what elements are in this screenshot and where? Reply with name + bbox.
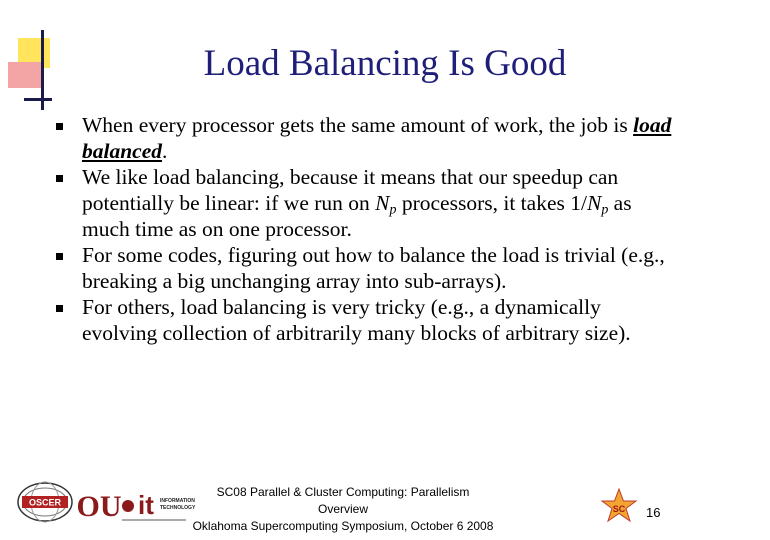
bullet-text xyxy=(82,295,631,345)
bullet-item xyxy=(60,294,680,346)
bullet-text-run: p xyxy=(389,202,397,218)
ou-logo-text: OU xyxy=(76,490,122,523)
bullet-text-run: . xyxy=(162,139,168,163)
sc08-logo-text: SC xyxy=(612,504,626,514)
it-logo-icon xyxy=(120,484,196,526)
sc08-logo-icon xyxy=(597,487,641,525)
bullet-marker xyxy=(56,305,63,312)
footer-line-1: SC08 Parallel & Cluster Computing: Parallelism Overview xyxy=(216,485,470,516)
bullet-text-run: processors, it takes 1/ xyxy=(396,191,587,215)
oscer-logo-icon xyxy=(16,480,74,524)
bullet-text-run: p xyxy=(601,202,609,218)
bullet-text-run: N xyxy=(586,191,602,215)
bullet-item xyxy=(60,164,680,242)
bullet-list xyxy=(60,112,680,346)
bullet-text xyxy=(82,243,665,293)
it-logo-subtitle-2: TECHNOLOGY xyxy=(160,505,196,511)
footer-text xyxy=(190,484,496,535)
bullet-item xyxy=(60,242,680,294)
bullet-marker xyxy=(56,123,63,130)
bullet-text-run: For others, load balancing is very tricky (e.g., a dynamically evolving collection of arbitrarily many blocks of arbitrary size). xyxy=(82,295,631,345)
bullet-text-run: N xyxy=(375,191,390,215)
bullet-text-run: load balanced xyxy=(82,113,672,163)
bullet-text-run: For some codes, figuring out how to balance the load is trivial (e.g., breaking a big unchanging array into sub-arrays). xyxy=(82,243,665,293)
bullet-item xyxy=(60,112,680,164)
slide-title: Load Balancing Is Good xyxy=(203,43,567,84)
bullet-text-run: as much time as on one processor. xyxy=(82,191,632,241)
page-number: 16 xyxy=(646,505,661,520)
bullet-text-run: When every processor gets the same amount of work, the job is xyxy=(82,113,634,137)
bullet-marker xyxy=(56,175,63,182)
bullet-text-run: We like load balancing, because it means that our speedup can potentially be linear: if we run on xyxy=(82,165,619,215)
decor-horizontal-line xyxy=(24,98,52,101)
ou-logo-icon xyxy=(76,484,122,524)
it-logo-text: it xyxy=(138,490,154,520)
oscer-logo-text: OSCER xyxy=(28,497,62,508)
footer-line-2: Oklahoma Supercomputing Symposium, October 6 2008 xyxy=(192,519,494,533)
bullet-text xyxy=(82,165,632,241)
it-logo-subtitle-1: INFORMATION xyxy=(160,498,195,504)
bullet-text xyxy=(82,113,671,163)
bullet-marker xyxy=(56,253,63,260)
